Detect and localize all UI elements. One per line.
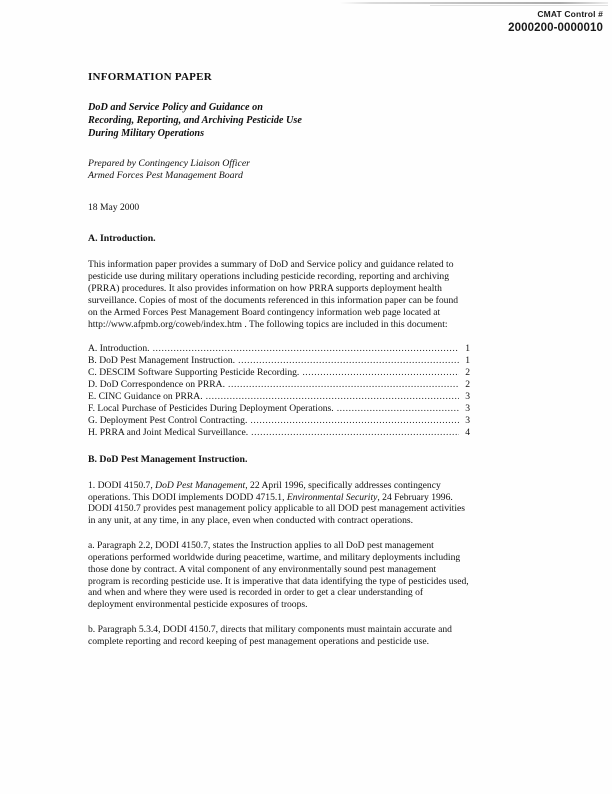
prepared-by-block [88, 158, 470, 183]
toc-entry[interactable] [88, 343, 470, 355]
toc-dot-leader [251, 427, 459, 439]
toc-entry[interactable] [88, 367, 470, 379]
toc-entry-page: 3 [465, 414, 470, 426]
scan-edge-artifact [340, 2, 608, 4]
toc-dot-leader [337, 403, 459, 415]
prepared-by-organization: Armed Forces Pest Management Board [88, 170, 243, 182]
toc-dot-leader [302, 367, 459, 379]
cmat-control-label: CMAT Control # [537, 9, 603, 19]
subtitle-line-3: During Military Operations [88, 128, 205, 140]
toc-entry-label: F. Local Purchase of Pesticides During Deployment Operations. [88, 403, 334, 415]
toc-entry-label: E. CINC Guidance on PRRA. [88, 391, 203, 403]
paragraph-1-text-part-3: , 24 February 1996. DODI 4150.7 provides pest management policy applicable to all DOD pest management activities in any unit, at any time, in any place, even when conducted with contract operations. [88, 491, 465, 527]
prepared-by-officer: Prepared by Contingency Liaison Officer [88, 157, 250, 169]
toc-entry-page: 3 [465, 403, 470, 415]
cmat-control-stamp [0, 9, 612, 35]
section-b-paragraph-1 [88, 480, 470, 527]
toc-dot-leader [238, 355, 459, 367]
document-body [88, 70, 470, 648]
toc-entry-label: A. Introduction. [88, 343, 150, 355]
paragraph-1-title-dod-pest-management: DoD Pest Management [155, 479, 246, 491]
toc-entry[interactable] [88, 427, 470, 439]
toc-entry[interactable] [88, 391, 470, 403]
toc-entry-label: G. Deployment Pest Control Contracting. [88, 414, 248, 426]
section-heading-dod-pest-management-instruction: B. DoD Pest Management Instruction. [88, 453, 248, 465]
table-of-contents [88, 343, 470, 438]
section-heading-introduction: A. Introduction. [88, 233, 156, 245]
section-b-paragraph-b: b. Paragraph 5.3.4, DODI 4150.7, directs that military components must maintain accurate and complete reporting and record keeping of pest management operations and pesticide use. [88, 624, 452, 648]
paragraph-1-title-environmental-security: Environmental Security [286, 491, 378, 503]
toc-entry-label: H. PRRA and Joint Medical Surveillance. [88, 426, 249, 438]
page-title: INFORMATION PAPER [88, 71, 212, 83]
toc-entry-page: 2 [465, 367, 470, 379]
toc-entry-page: 3 [465, 391, 470, 403]
document-date: 18 May 2000 [88, 202, 140, 214]
section-b-paragraph-a: a. Paragraph 2.2, DODI 4150.7, states the Instruction applies to all DoD pest management operations performed worldwide during peacetime, wartime, and military deployments including those done by contract. A vital component of any environmentally sound pest management program is recording pesticide use. It is imperative that data identifying the type of pesticides used, and when and where they were used is recorded in order to get a clear understanding of deployment environmental pesticide exposures of troops. [88, 540, 469, 611]
toc-dot-leader [250, 415, 459, 427]
cmat-control-number: 2000200-0000010 [508, 22, 603, 34]
toc-entry-page: 1 [465, 343, 470, 355]
introduction-paragraph: This information paper provides a summary of DoD and Service policy and guidance related to pesticide use during military operations including pesticide recording, reporting and archiving (PRRA) procedures. It also provides information on how PRRA supports deployment health surveillance. Copies of most of the documents referenced in this information paper can be found on the Armed Forces Pest Management Board contingency information web page located at http://www.afpmb.org/coweb/index.htm . The following topics are included in this document: [88, 259, 459, 330]
toc-entry[interactable] [88, 355, 470, 367]
toc-entry-page: 2 [465, 379, 470, 391]
toc-entry-page: 1 [465, 355, 470, 367]
toc-entry-label: D. DoD Correspondence on PRRA. [88, 379, 225, 391]
subtitle-line-1: DoD and Service Policy and Guidance on [88, 102, 263, 113]
scan-edge-artifact-secondary [430, 5, 608, 6]
subtitle-line-2: Recording, Reporting, and Archiving Pesticide Use [88, 115, 302, 127]
toc-entry[interactable] [88, 379, 470, 391]
document-subtitle [88, 101, 470, 141]
toc-entry-label: B. DoD Pest Management Instruction. [88, 355, 236, 367]
paragraph-1-text-part-1: 1. DODI 4150.7, [88, 479, 156, 491]
toc-entry-label: C. DESCIM Software Supporting Pesticide Recording. [88, 367, 300, 379]
toc-dot-leader [206, 391, 459, 403]
toc-entry[interactable] [88, 403, 470, 415]
toc-dot-leader [153, 344, 459, 356]
toc-dot-leader [228, 379, 459, 391]
toc-entry-page: 4 [465, 426, 470, 438]
paragraph-1-text-part-2: , 22 April 1996, specifically addresses contingency operations. This DODI implements DODD 4715.1, [88, 479, 441, 503]
toc-entry[interactable] [88, 415, 470, 427]
